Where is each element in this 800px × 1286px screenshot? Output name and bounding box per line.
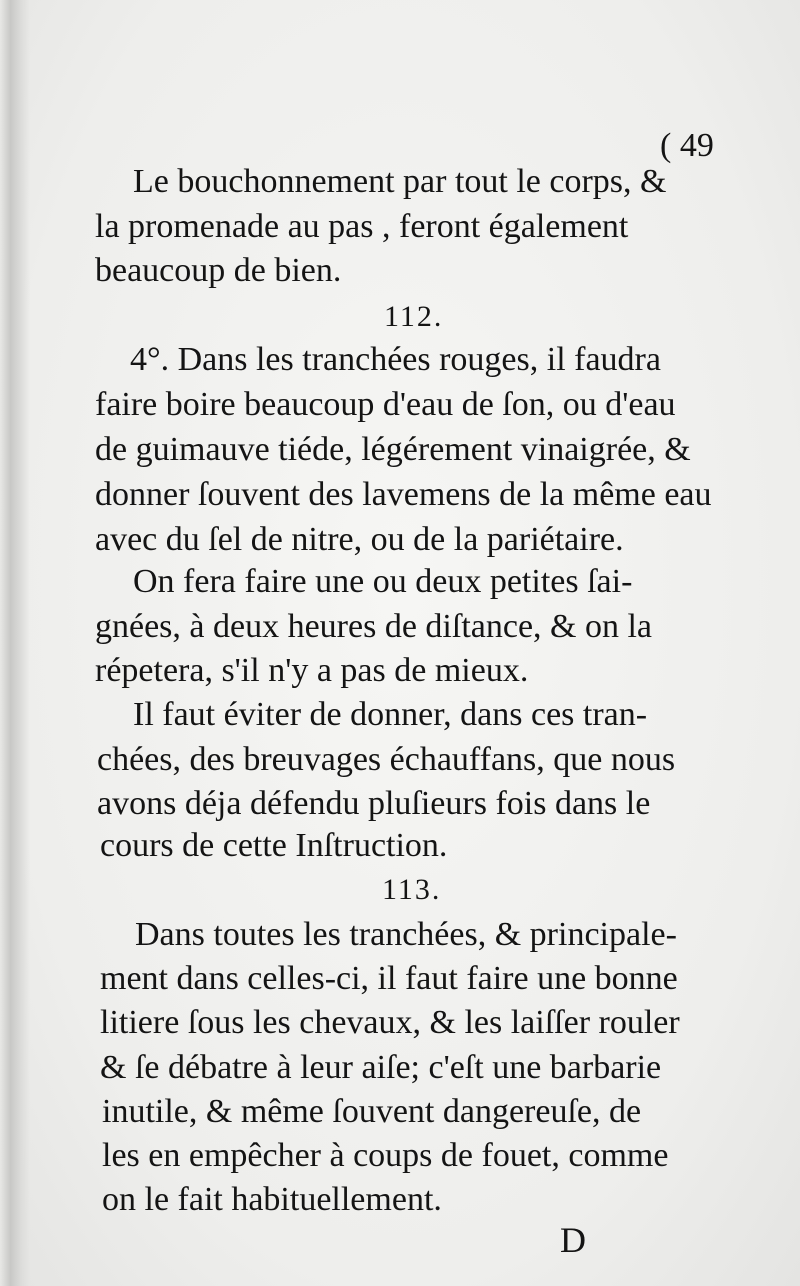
text-line: gnées, à deux heures de diſtance, & on la xyxy=(95,608,653,645)
text-line: les en empêcher à coups de fouet, comme xyxy=(102,1137,669,1174)
text-line: litiere ſous les chevaux, & les laiſſer rouler xyxy=(100,1004,680,1041)
text-line: On fera faire une ou deux petites ſai- xyxy=(133,563,633,600)
text-line: Dans toutes les tranchées, & principale- xyxy=(135,916,677,953)
text-line: chées, des breuvages échauffans, que nous xyxy=(97,741,676,778)
text-line: faire boire beaucoup d'eau de ſon, ou d'eau xyxy=(95,386,676,423)
text-line: Il faut éviter de donner, dans ces tran- xyxy=(133,696,648,733)
text-line: avons déja défendu pluſieurs fois dans le xyxy=(97,785,651,822)
text-line: ment dans celles-ci, il faut faire une bonne xyxy=(100,960,678,997)
text-line: répetera, s'il n'y a pas de mieux. xyxy=(95,652,529,689)
signature-mark: D xyxy=(560,1220,586,1260)
text-line: avec du ſel de nitre, ou de la pariétaire. xyxy=(95,521,624,558)
text-line: cours de cette Inſtruction. xyxy=(100,827,448,864)
page-gutter xyxy=(0,0,30,1286)
page-number: ( 49 xyxy=(660,127,714,164)
text-line: de guimauve tiéde, légérement vinaigrée, & xyxy=(95,431,691,468)
text-line: & ſe débatre à leur aiſe; c'eſt une barbarie xyxy=(100,1049,662,1086)
text-line: Le bouchonnement par tout le corps, & xyxy=(133,163,667,200)
text-line: donner ſouvent des lavemens de la même eau xyxy=(95,476,712,513)
section-number: 112. xyxy=(384,300,444,333)
section-number: 113. xyxy=(382,873,442,906)
text-line: beaucoup de bien. xyxy=(95,252,342,289)
text-line: 4°. Dans les tranchées rouges, il faudra xyxy=(130,341,661,378)
text-line: la promenade au pas , feront également xyxy=(95,208,629,245)
text-line: inutile, & même ſouvent dangereuſe, de xyxy=(102,1093,642,1130)
text-line: on le fait habituellement. xyxy=(102,1181,442,1218)
